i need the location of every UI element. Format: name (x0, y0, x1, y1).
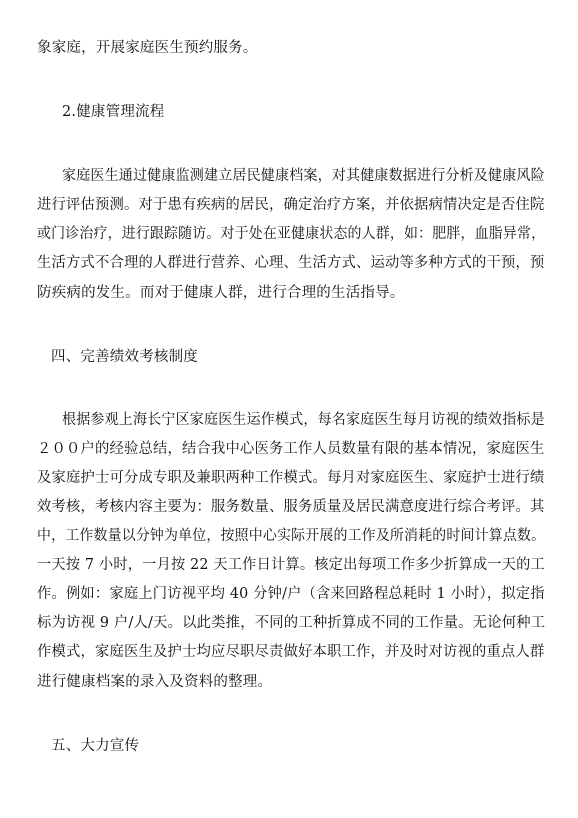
paragraph-section-4-line: 中，工作数量以分钟为单位，按照中心实际开展的工作及所消耗的时间计算点数。 (37, 528, 546, 544)
paragraph-section-4-line: 及家庭护士可分成专职及兼职两种工作模式。每月对家庭医生、家庭护士进行绩 (37, 470, 545, 486)
paragraph-section-4-line: ２００户的经验总结，结合我中心医务工作人员数量有限的基本情况，家庭医生 (37, 441, 545, 457)
paragraph-intro-tail: 象家庭，开展家庭医生预约服务。 (37, 40, 258, 56)
paragraph-section-4-line: 效考核，考核内容主要为：服务数量、服务质量及居民满意度进行综合考评。其 (37, 499, 545, 515)
paragraph-health-process-line: 进行评估预测。对于患有疾病的居民，确定治疗方案，并依据病情决定是否住院 (37, 197, 545, 213)
paragraph-health-process-line: 生活方式不合理的人群进行营养、心理、生活方式、运动等多种方式的干预，预 (37, 255, 545, 271)
paragraph-section-4-line: 根据参观上海长宁区家庭医生运作模式，每名家庭医生每月访视的绩效指标是 (62, 412, 545, 428)
paragraph-section-4-line: 作模式，家庭医生及护士均应尽职尽责做好本职工作，并及时对访视的重点人群 (37, 644, 545, 660)
heading-health-management-process: 2.健康管理流程 (62, 104, 165, 120)
paragraph-section-4-line: 标为访视 9 户/人/天。以此类推，不同的工种折算成不同的工作量。无论何种工 (37, 615, 546, 631)
paragraph-section-4-line: 一天按 7 小时，一月按 22 天工作日计算。核定出每项工作多少折算成一天的工 (37, 557, 545, 573)
paragraph-section-4-line: 作。例如：家庭上门访视平均 40 分钟/户（含来回路程总耗时 1 小时），拟定指 (37, 586, 545, 602)
heading-section-4: 四、完善绩效考核制度 (51, 349, 198, 365)
paragraph-health-process-line: 或门诊治疗，进行跟踪随访。对于处在亚健康状态的人群，如：肥胖，血脂异常， (37, 226, 546, 242)
heading-section-5: 五、大力宣传 (51, 738, 140, 754)
paragraph-section-4-line: 进行健康档案的录入及资料的整理。 (37, 674, 273, 690)
paragraph-health-process-line: 防疾病的发生。而对于健康人群，进行合理的生活指导。 (37, 285, 405, 301)
paragraph-health-process-line: 家庭医生通过健康监测建立居民健康档案，对其健康数据进行分析及健康风险 (62, 168, 545, 184)
